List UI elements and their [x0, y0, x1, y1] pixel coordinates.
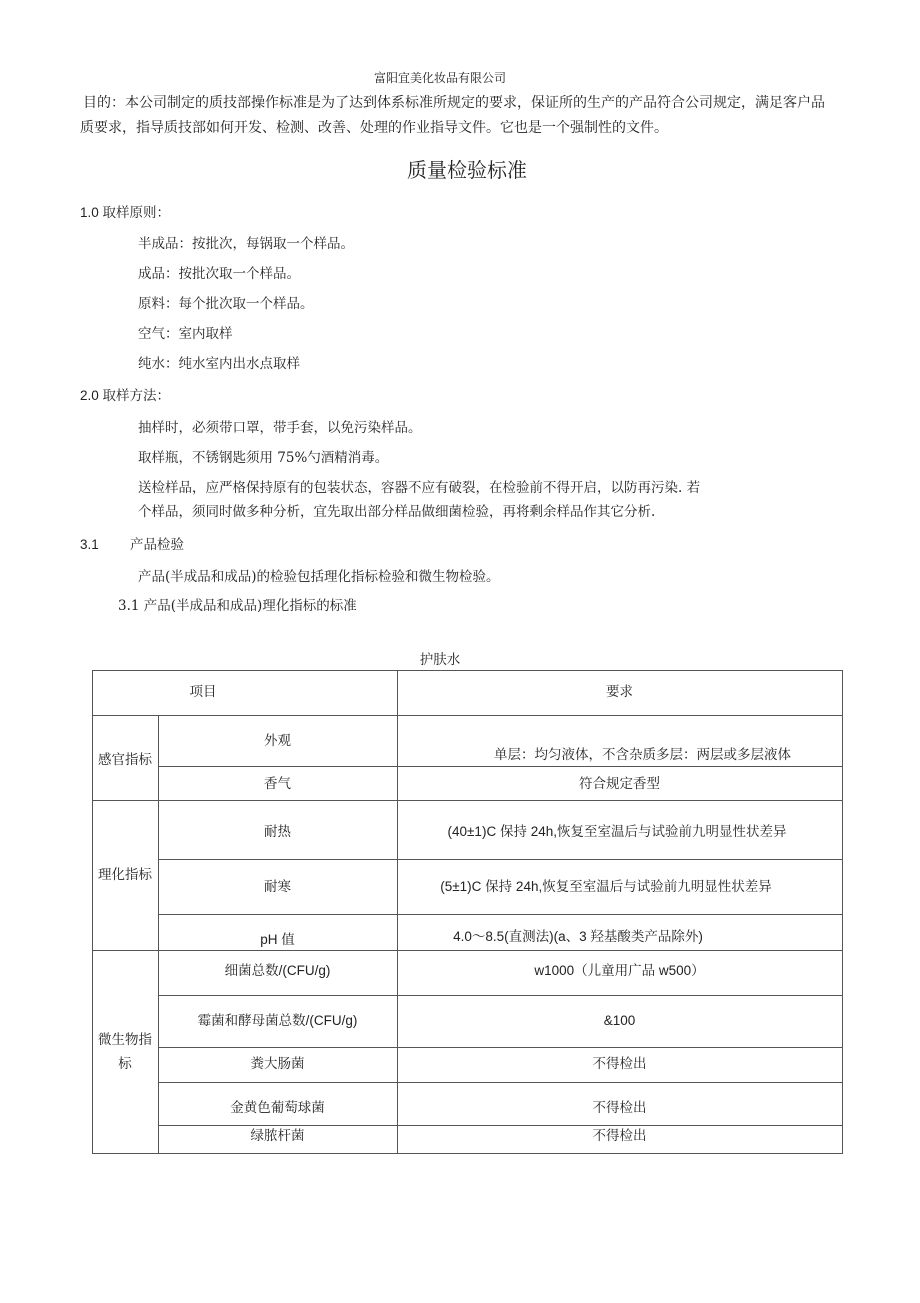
- row-req: 不得检出: [592, 1100, 647, 1116]
- row-item: 霉菌和酵母菌总数/(CFU/g): [197, 1013, 358, 1028]
- header-item: 项目: [189, 684, 217, 700]
- list-item: 送检样品，应严格保持原有的包装状态，容器不应有破裂，在检验前不得开启，以防再污染. 若: [138, 480, 701, 496]
- row-item: 金黄色葡萄球菌: [230, 1100, 325, 1116]
- company-name: 富阳宜美化妆品有限公司: [373, 71, 506, 85]
- section3-heading: 产品检验: [130, 537, 184, 553]
- row-req: w1000（儿童用广品 w500）: [534, 963, 705, 978]
- purpose-line-1: 目的：本公司制定的质技部操作标准是为了达到体系标准所规定的要求，保证所的生产的产品符合公司规定，满足客户品: [83, 95, 825, 111]
- row-item: 绿脓杆菌: [250, 1128, 305, 1144]
- page-title: 质量检验标准: [407, 158, 527, 182]
- list-item: 空气：室内取样: [138, 326, 233, 342]
- row-item: 耐寒: [264, 879, 291, 895]
- row-req: (40±1)C 保持 24h,恢复至室温后与试验前九明显性状差异: [447, 824, 787, 839]
- row-item: 粪大肠菌: [250, 1056, 305, 1072]
- row-req: (5±1)C 保持 24h,恢复至室温后与试验前九明显性状差异: [440, 879, 772, 894]
- row-req: &100: [603, 1013, 636, 1028]
- row-item: pH 值: [260, 932, 295, 947]
- section3-sub-heading: 3.1 产品(半成品和成品)理化指标的标准: [118, 598, 357, 614]
- list-item: 成品：按批次取一个样品。: [138, 266, 300, 282]
- row-req: 不得检出: [592, 1128, 647, 1144]
- header-requirement: 要求: [606, 684, 633, 700]
- row-item: 耐热: [264, 824, 291, 840]
- list-item: 抽样时，必须带口罩，带手套，以免污染样品。: [138, 420, 422, 436]
- row-req: 4.0〜8.5(直测法)(a、3 羟基酸类产品除外): [453, 929, 703, 944]
- list-item: 取样瓶，不锈钢匙须用 75%勺酒精消毒。: [138, 450, 389, 466]
- row-req: 单层：均匀液体，不含杂质多层：两层或多层液体: [494, 747, 791, 763]
- group-micro-cont: 标: [118, 1056, 132, 1072]
- list-item: 原料：每个批次取一个样品。: [138, 296, 314, 312]
- row-item: 外观: [264, 733, 291, 749]
- section3-text: 产品(半成品和成品)的检验包括理化指标检验和微生物检验。: [138, 569, 500, 585]
- list-item: 纯水：纯水室内出水点取样: [138, 356, 300, 372]
- list-item: 个样品，须同时做多种分析，宜先取出部分样品做细菌检验，再将剩余样品作其它分析.: [138, 504, 656, 520]
- section3-number: 3.1: [80, 537, 99, 552]
- group-micro: 微生物指: [98, 1032, 152, 1048]
- section1-heading: 1.0 取样原则：: [80, 205, 171, 220]
- group-sensory: 感官指标: [98, 752, 152, 768]
- purpose-line-2: 质要求，指导质技部如何开发、检测、改善、处理的作业指导文件。它也是一个强制性的文件。: [80, 120, 668, 136]
- row-item: 细菌总数/(CFU/g): [224, 963, 331, 978]
- group-physchem: 理化指标: [98, 867, 152, 883]
- row-req: 符合规定香型: [579, 776, 660, 792]
- row-item: 香气: [264, 776, 291, 792]
- list-item: 半成品：按批次，每锅取一个样品。: [138, 236, 354, 252]
- section2-heading: 2.0 取样方法：: [80, 388, 171, 403]
- table-caption: 护肤水: [419, 652, 461, 668]
- row-req: 不得检出: [592, 1056, 647, 1072]
